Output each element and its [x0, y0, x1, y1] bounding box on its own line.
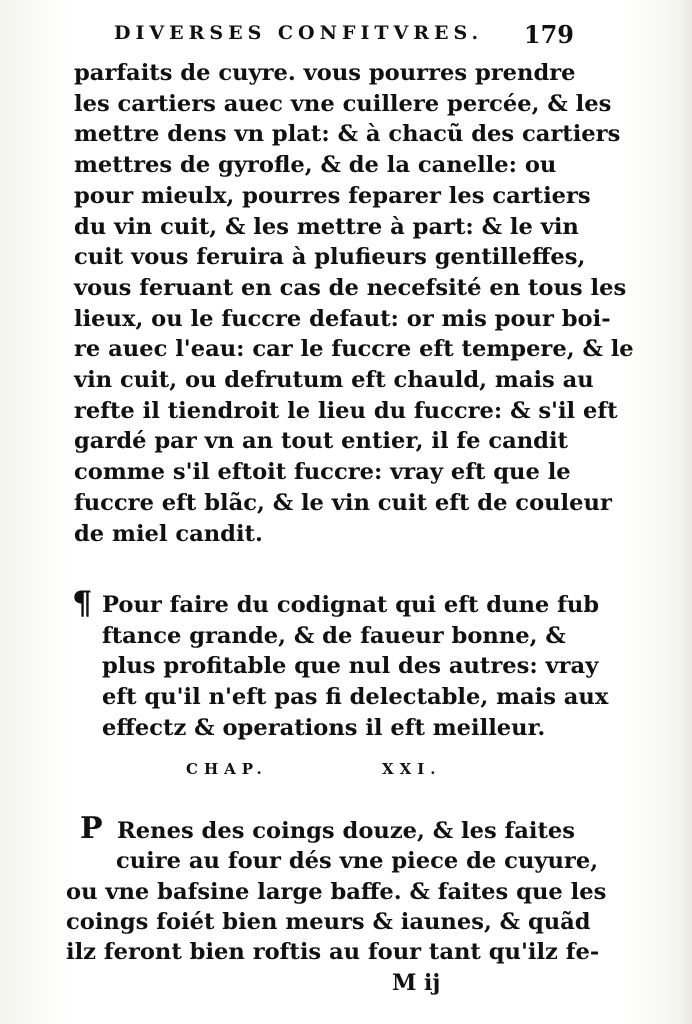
heading-line: ftance grande, & de faueur bonne, &	[102, 622, 566, 649]
text-line: comme s'il eftoit fuccre: vray eft que le	[74, 459, 571, 486]
text-line: mettre dens vn plat: & à chacũ des cartiers	[74, 121, 621, 148]
heading-line: eft qu'il n'eft pas fi delectable, mais aux	[102, 684, 609, 711]
text-line: cuire au four dés vne piece de cuyure,	[116, 848, 599, 874]
drop-cap: P	[80, 811, 103, 846]
section-heading	[102, 590, 609, 744]
page-number: 179	[523, 20, 574, 49]
text-line: ilz feront bien roftis au four tant qu'ilz fe-	[66, 939, 600, 966]
text-line: vin cuit, ou defrutum eft chauld, mais au	[74, 367, 594, 394]
pilcrow-icon: ¶	[72, 584, 93, 622]
text-line: gardé par vn an tout entier, il fe candit	[74, 428, 568, 455]
text-line: mettres de gyrofle, & de la canelle: ou	[74, 152, 557, 179]
heading-line: Pour faire du codignat qui eft dune fub	[102, 592, 600, 618]
text-line: parfaits de cuyre. vous pourres prendre	[74, 60, 576, 86]
text-line: refte il tiendroit le lieu du fuccre: & s'il eft	[74, 397, 618, 424]
chapter-number: XXI.	[382, 760, 442, 778]
heading-line: effectz & operations il eft meilleur.	[102, 714, 546, 741]
text-line: de miel candit.	[74, 520, 263, 547]
text-line: lieux, ou le fuccre defaut: or mis pour boi-	[74, 305, 611, 332]
signature-mark: M ij	[392, 970, 441, 996]
text-line: Renes des coings douze, & les faites	[117, 818, 576, 844]
text-line: les cartiers auec vne cuillere percée, & les	[74, 90, 612, 117]
paragraph-1	[74, 58, 634, 549]
text-line: coings foiét bien meurs & iaunes, & quãd	[66, 909, 591, 936]
page-edge	[678, 0, 692, 1024]
text-line: re auec l'eau: car le fuccre eft tempere, & le	[74, 336, 634, 363]
text-line: cuit vous feruira à plufieurs gentilleffes,	[74, 244, 586, 271]
text-line: pour mieulx, pourres feparer les cartiers	[74, 182, 591, 209]
chapter-label: CHAP.	[186, 760, 268, 778]
text-line: vous feruant en cas de necefsité en tous les	[74, 274, 627, 301]
paragraph-2	[66, 877, 607, 968]
text-line: fuccre eft blãc, & le vin cuit eft de couleur	[74, 489, 612, 516]
running-head	[114, 20, 574, 48]
heading-line: plus profitable que nul des autres: vray	[102, 653, 599, 680]
text-line: ou vne bafsine large baffe. & faites que les	[66, 879, 607, 905]
text-line: du vin cuit, & les mettre à part: & le vin	[74, 213, 579, 240]
running-title: DIVERSES CONFITVRES.	[114, 22, 484, 44]
